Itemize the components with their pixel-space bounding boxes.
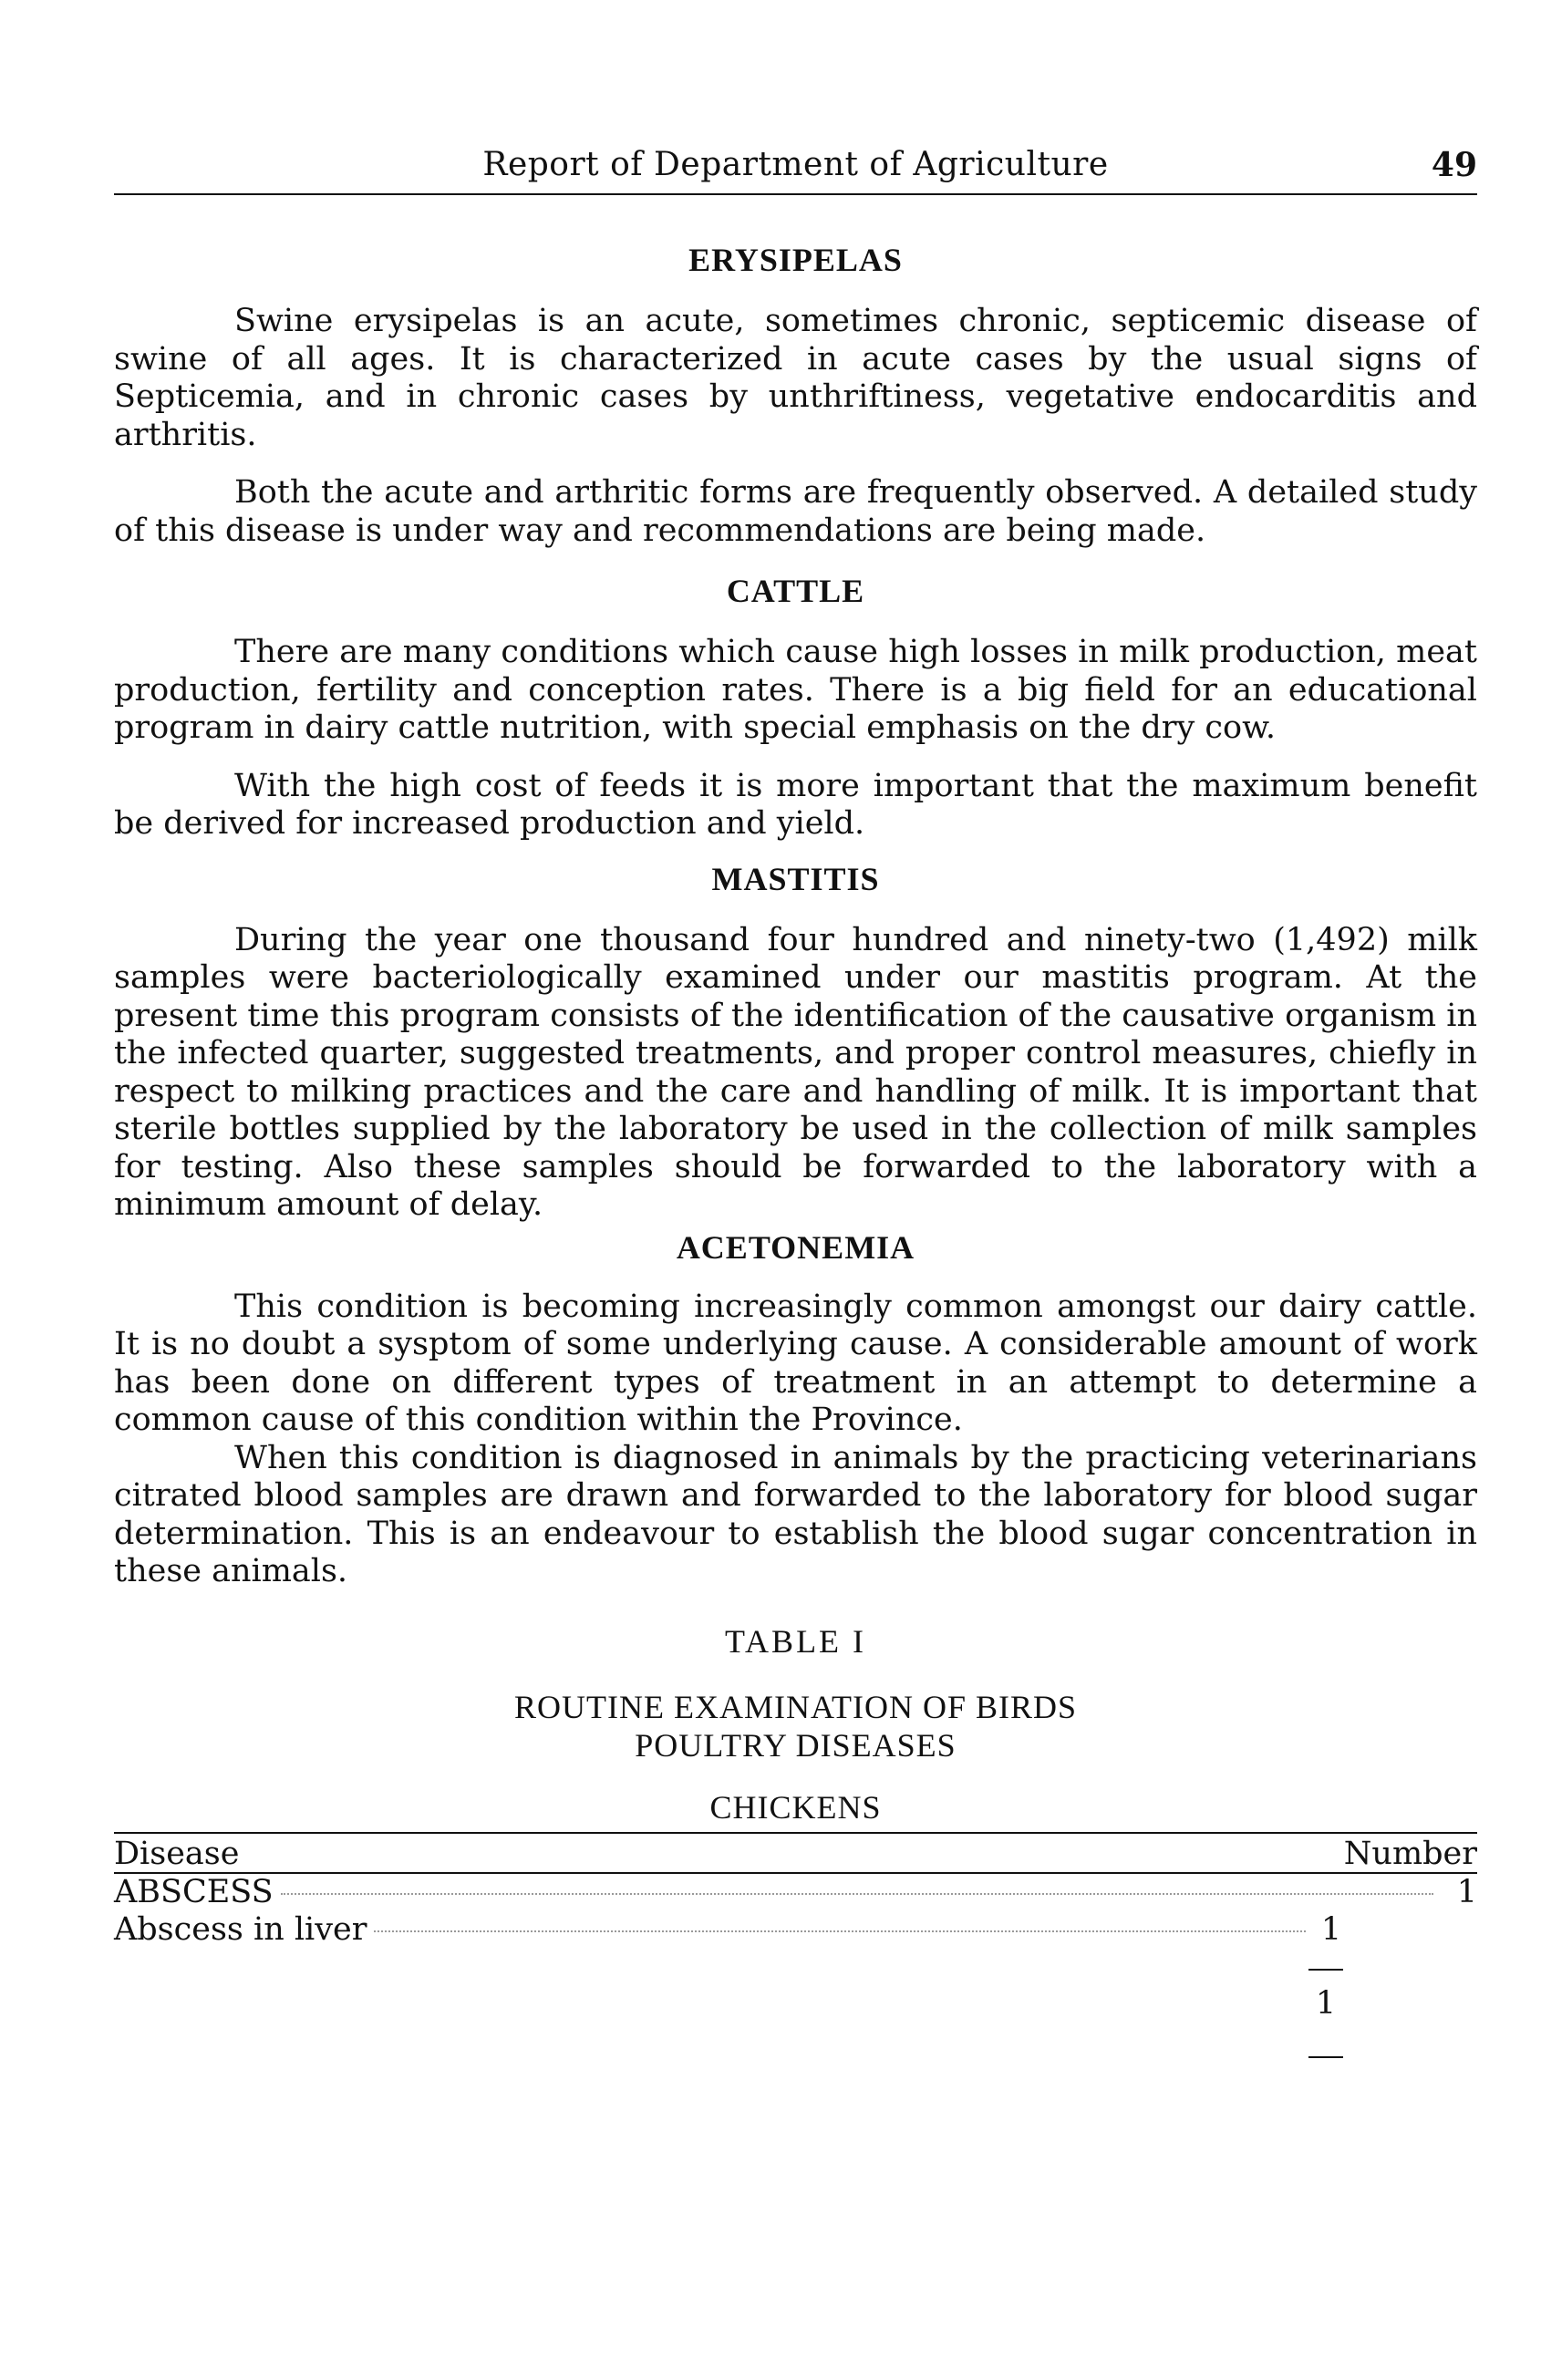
page-number: 49 xyxy=(1431,146,1477,184)
heading-acetonemia: ACETONEMIA xyxy=(676,1228,915,1266)
section-erysipelas xyxy=(114,303,1477,550)
table-subtitle-line: POULTRY DISEASES xyxy=(635,1726,957,1764)
paragraph: With the high cost of feeds it is more important that the maximum benefit be derived for increased production and yield. xyxy=(114,767,1477,842)
subtotal-rule xyxy=(1308,1969,1343,1971)
heading-cattle: CATTLE xyxy=(726,573,865,609)
running-title: Report of Department of Agriculture xyxy=(482,146,1109,183)
paragraph: Both the acute and arthritic forms are frequently observed. A detailed study of this disease is under way and recommendations are being made. xyxy=(114,474,1477,549)
paragraph: When this condition is diagnosed in animals by the practicing veterinarians citrated blood samples are drawn and forwarded to the laboratory for blood sugar determination. This is an endeavour to establish the blood sugar concentration in these animals. xyxy=(114,1439,1477,1589)
table-subtitle-line: ROUTINE EXAMINATION OF BIRDS xyxy=(514,1688,1077,1725)
table-category: CHICKENS xyxy=(709,1788,882,1826)
table-totals xyxy=(114,1949,1477,2095)
total-rule xyxy=(1308,2056,1343,2058)
column-header-number: Number xyxy=(1343,1835,1477,1872)
dot-leader xyxy=(281,1893,1433,1895)
paragraph: This condition is becoming increasingly common amongst our dairy cattle. It is no doubt a sysptom of some underlying cause. A considerable amount of work has been done on different types of treatment in an attempt to determine a common cause of this condition within the Province. xyxy=(114,1288,1477,1438)
paragraph: During the year one thousand four hundred and ninety-two (1,492) milk samples were bacteriologically examined under our mastitis program. At the present time this program consists of the identification of the causative organism in the infected quarter, suggested treatments, and proper control measures, chiefly in respect to milking practices and the care and handling of milk. It is important that sterile bottles supplied by the laboratory be used in the collection of milk samples for testing. Also these samples should be forwarded to the laboratory with a minimum amount of delay. xyxy=(114,921,1477,1223)
table-title: TABLE I xyxy=(724,1622,867,1660)
heading-mastitis: MASTITIS xyxy=(711,860,880,897)
table-row xyxy=(114,1874,1477,1911)
section-mastitis xyxy=(114,922,1477,1225)
paragraph: There are many conditions which cause high losses in milk production, meat production, fertility and conception rates. There is a big field for an educational program in dairy cattle nutrition, with special emphasis on the dry cow. xyxy=(114,634,1477,746)
dot-leader xyxy=(374,1930,1306,1932)
table-header-row xyxy=(114,1834,1477,1874)
table-subtitle xyxy=(114,1688,1477,1764)
page xyxy=(114,146,1477,2095)
table-row xyxy=(114,1911,1477,1949)
column-header-disease: Disease xyxy=(114,1835,240,1872)
section-acetonemia xyxy=(114,1288,1477,1591)
subtotal-value: 1 xyxy=(1315,1984,1337,2022)
paragraph: Swine erysipelas is an acute, sometimes chronic, septicemic disease of swine of all ages. It is characterized in acute cases by the usual signs of Septicemia, and in chronic cases by unthriftiness, vegetative endocarditis and arthritis. xyxy=(114,303,1477,453)
running-header xyxy=(114,146,1477,195)
row-label: Abscess in liver xyxy=(114,1910,367,1948)
heading-erysipelas: ERYSIPELAS xyxy=(688,242,903,278)
row-label: ABSCESS xyxy=(114,1873,274,1910)
row-value: 1 xyxy=(1456,1873,1477,1910)
section-cattle xyxy=(114,634,1477,843)
row-value: 1 xyxy=(1320,1910,1342,1948)
disease-table xyxy=(114,1832,1477,2095)
